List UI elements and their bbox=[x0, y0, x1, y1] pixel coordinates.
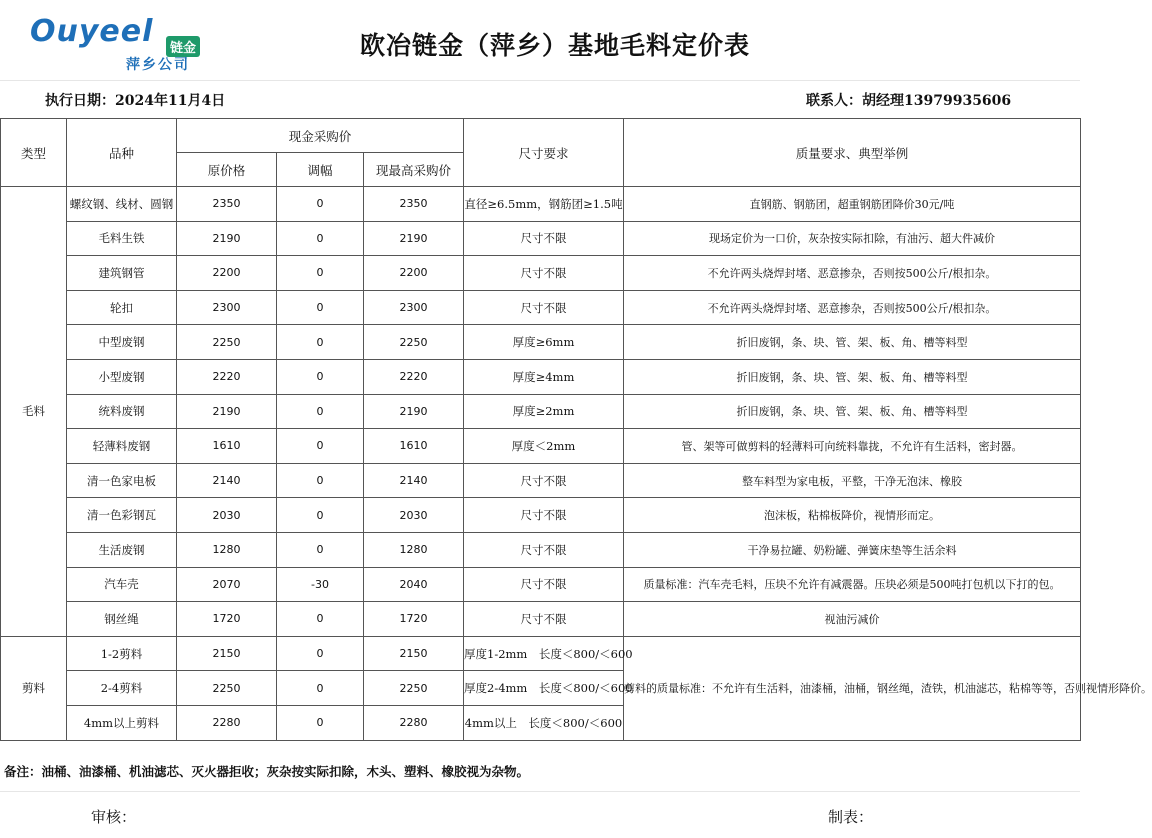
variety-cell: 1-2剪料 bbox=[67, 636, 177, 671]
current-price-cell: 2200 bbox=[364, 256, 464, 291]
table-row bbox=[1, 429, 1081, 464]
category-cell: 毛料 bbox=[1, 187, 67, 637]
original-price-cell: 1610 bbox=[177, 429, 277, 464]
current-price-cell: 2280 bbox=[364, 705, 464, 740]
table-row bbox=[1, 187, 1081, 222]
document-title: 欧冶链金（萍乡）基地毛料定价表 bbox=[359, 31, 750, 60]
current-price-cell: 1280 bbox=[364, 532, 464, 567]
adjustment-cell: 0 bbox=[277, 705, 364, 740]
current-price-cell: 1610 bbox=[364, 429, 464, 464]
table-row bbox=[1, 498, 1081, 533]
quality-cell: 整车料型为家电板，平整，干净无泡沫、橡胶 bbox=[624, 463, 1081, 498]
variety-cell: 统料废钢 bbox=[67, 394, 177, 429]
signature-divider bbox=[0, 791, 1080, 792]
original-price-cell: 2190 bbox=[177, 221, 277, 256]
adjustment-cell: 0 bbox=[277, 463, 364, 498]
variety-cell: 小型废钢 bbox=[67, 359, 177, 394]
original-price-cell: 2250 bbox=[177, 325, 277, 360]
size-requirement-cell: 尺寸不限 bbox=[464, 602, 624, 637]
table-row bbox=[1, 602, 1081, 637]
variety-cell: 生活废钢 bbox=[67, 532, 177, 567]
quality-cell: 现场定价为一口价，灰杂按实际扣除，有油污、超大件减价 bbox=[624, 221, 1081, 256]
size-requirement-cell: 尺寸不限 bbox=[464, 290, 624, 325]
table-row bbox=[1, 359, 1081, 394]
current-price-cell: 2150 bbox=[364, 636, 464, 671]
adjustment-cell: 0 bbox=[277, 636, 364, 671]
header-variety: 品种 bbox=[67, 119, 177, 187]
original-price-cell: 2300 bbox=[177, 290, 277, 325]
adjustment-cell: 0 bbox=[277, 394, 364, 429]
variety-cell: 轮扣 bbox=[67, 290, 177, 325]
original-price-cell: 2190 bbox=[177, 394, 277, 429]
size-requirement-cell: 厚度2-4mm 长度＜800/＜600 bbox=[464, 671, 624, 706]
logo-badge: 链金 bbox=[166, 36, 200, 57]
adjustment-cell: 0 bbox=[277, 671, 364, 706]
table-row bbox=[1, 636, 1081, 671]
execution-date: 执行日期：2024年11月4日 bbox=[45, 93, 226, 109]
current-price-cell: 2030 bbox=[364, 498, 464, 533]
table-row bbox=[1, 290, 1081, 325]
quality-cell: 干净易拉罐、奶粉罐、弹簧床垫等生活余料 bbox=[624, 532, 1081, 567]
current-price-cell: 2040 bbox=[364, 567, 464, 602]
original-price-cell: 2070 bbox=[177, 567, 277, 602]
current-price-cell: 2250 bbox=[364, 671, 464, 706]
table-row bbox=[1, 567, 1081, 602]
quality-cell: 管、架等可做剪料的轻薄料可向统料靠拢，不允许有生活料，密封器。 bbox=[624, 429, 1081, 464]
size-requirement-cell: 厚度≥2mm bbox=[464, 394, 624, 429]
variety-cell: 中型废钢 bbox=[67, 325, 177, 360]
current-price-cell: 2190 bbox=[364, 394, 464, 429]
table-row bbox=[1, 532, 1081, 567]
table-row bbox=[1, 463, 1081, 498]
current-price-cell: 2220 bbox=[364, 359, 464, 394]
adjustment-cell: 0 bbox=[277, 498, 364, 533]
variety-cell: 清一色家电板 bbox=[67, 463, 177, 498]
quality-cell: 剪料的质量标准：不允许有生活料，油漆桶，油桶，钢丝绳，渣铁，机油滤芯，粘棉等等，否则视情形降价。 bbox=[624, 636, 1081, 740]
size-requirement-cell: 厚度≥6mm bbox=[464, 325, 624, 360]
quality-cell: 不允许两头烧焊封堵、恶意掺杂，否则按500公斤/根扣杂。 bbox=[624, 290, 1081, 325]
price-table-body bbox=[1, 187, 1152, 741]
variety-cell: 汽车壳 bbox=[67, 567, 177, 602]
page-header bbox=[0, 0, 1080, 81]
variety-cell: 轻薄料废钢 bbox=[67, 429, 177, 464]
size-requirement-cell: 尺寸不限 bbox=[464, 463, 624, 498]
original-price-cell: 2030 bbox=[177, 498, 277, 533]
size-requirement-cell: 4mm以上 长度＜800/＜600 bbox=[464, 705, 624, 740]
adjustment-cell: 0 bbox=[277, 256, 364, 291]
variety-cell: 2-4剪料 bbox=[67, 671, 177, 706]
current-price-cell: 2250 bbox=[364, 325, 464, 360]
table-row bbox=[1, 394, 1081, 429]
original-price-cell: 2150 bbox=[177, 636, 277, 671]
logo-subtitle: 萍乡公司 bbox=[126, 57, 190, 73]
quality-cell: 泡沫板，粘棉板降价，视情形而定。 bbox=[624, 498, 1081, 533]
original-price-cell: 2350 bbox=[177, 187, 277, 222]
price-table bbox=[0, 118, 1152, 741]
variety-cell: 螺纹钢、线材、圆钢 bbox=[67, 187, 177, 222]
header-current-max-price: 现最高采购价 bbox=[364, 153, 464, 187]
variety-cell: 清一色彩钢瓦 bbox=[67, 498, 177, 533]
adjustment-cell: 0 bbox=[277, 532, 364, 567]
quality-cell: 质量标准：汽车壳毛料，压块不允许有减震器。压块必须是500吨打包机以下打的包。 bbox=[624, 567, 1081, 602]
maker-label: 制表： bbox=[828, 808, 874, 826]
quality-cell: 视油污减价 bbox=[624, 602, 1081, 637]
header-cash-price: 现金采购价 bbox=[177, 119, 464, 153]
variety-cell: 4mm以上剪料 bbox=[67, 705, 177, 740]
current-price-cell: 2300 bbox=[364, 290, 464, 325]
variety-cell: 毛料生铁 bbox=[67, 221, 177, 256]
header-type: 类型 bbox=[1, 119, 67, 187]
current-price-cell: 1720 bbox=[364, 602, 464, 637]
original-price-cell: 1280 bbox=[177, 532, 277, 567]
adjustment-cell: 0 bbox=[277, 290, 364, 325]
reviewer-label: 审核： bbox=[91, 808, 137, 826]
header-original-price: 原价格 bbox=[177, 153, 277, 187]
original-price-cell: 2220 bbox=[177, 359, 277, 394]
original-price-cell: 2280 bbox=[177, 705, 277, 740]
table-row bbox=[1, 221, 1081, 256]
header-size-requirement: 尺寸要求 bbox=[464, 119, 624, 187]
original-price-cell: 1720 bbox=[177, 602, 277, 637]
size-requirement-cell: 直径≥6.5mm，钢筋团≥1.5吨 bbox=[464, 187, 624, 222]
quality-cell: 不允许两头烧焊封堵、恶意掺杂，否则按500公斤/根扣杂。 bbox=[624, 256, 1081, 291]
quality-cell: 折旧废钢，条、块、管、架、板、角、槽等料型 bbox=[624, 325, 1081, 360]
adjustment-cell: 0 bbox=[277, 325, 364, 360]
table-row bbox=[1, 256, 1081, 291]
size-requirement-cell: 尺寸不限 bbox=[464, 567, 624, 602]
variety-cell: 钢丝绳 bbox=[67, 602, 177, 637]
quality-cell: 折旧废钢，条、块、管、架、板、角、槽等料型 bbox=[624, 359, 1081, 394]
original-price-cell: 2140 bbox=[177, 463, 277, 498]
size-requirement-cell: 尺寸不限 bbox=[464, 256, 624, 291]
header-quality: 质量要求、典型举例 bbox=[624, 119, 1081, 187]
current-price-cell: 2350 bbox=[364, 187, 464, 222]
table-row bbox=[1, 325, 1081, 360]
size-requirement-cell: 尺寸不限 bbox=[464, 498, 624, 533]
adjustment-cell: 0 bbox=[277, 187, 364, 222]
quality-cell: 折旧废钢，条、块、管、架、板、角、槽等料型 bbox=[624, 394, 1081, 429]
original-price-cell: 2250 bbox=[177, 671, 277, 706]
contact-person: 联系人：胡经理13979935606 bbox=[806, 93, 1012, 109]
quality-cell: 直钢筋、钢筋团，超重钢筋团降价30元/吨 bbox=[624, 187, 1081, 222]
current-price-cell: 2140 bbox=[364, 463, 464, 498]
size-requirement-cell: 尺寸不限 bbox=[464, 221, 624, 256]
adjustment-cell: 0 bbox=[277, 221, 364, 256]
adjustment-cell: 0 bbox=[277, 429, 364, 464]
variety-cell: 建筑钢管 bbox=[67, 256, 177, 291]
original-price-cell: 2200 bbox=[177, 256, 277, 291]
header-adjustment: 调幅 bbox=[277, 153, 364, 187]
current-price-cell: 2190 bbox=[364, 221, 464, 256]
adjustment-cell: -30 bbox=[277, 567, 364, 602]
footer-note: 备注：油桶、油漆桶、机油滤芯、灭火器拒收；灰杂按实际扣除，木头、塑料、橡胶视为杂物。 bbox=[4, 764, 530, 779]
info-row bbox=[0, 80, 1080, 119]
adjustment-cell: 0 bbox=[277, 359, 364, 394]
size-requirement-cell: 厚度1-2mm 长度＜800/＜600 bbox=[464, 636, 624, 671]
size-requirement-cell: 尺寸不限 bbox=[464, 532, 624, 567]
logo-wordmark: Ouyeel bbox=[30, 14, 154, 49]
category-cell: 剪料 bbox=[1, 636, 67, 740]
size-requirement-cell: 厚度≥4mm bbox=[464, 359, 624, 394]
size-requirement-cell: 厚度＜2mm bbox=[464, 429, 624, 464]
adjustment-cell: 0 bbox=[277, 602, 364, 637]
